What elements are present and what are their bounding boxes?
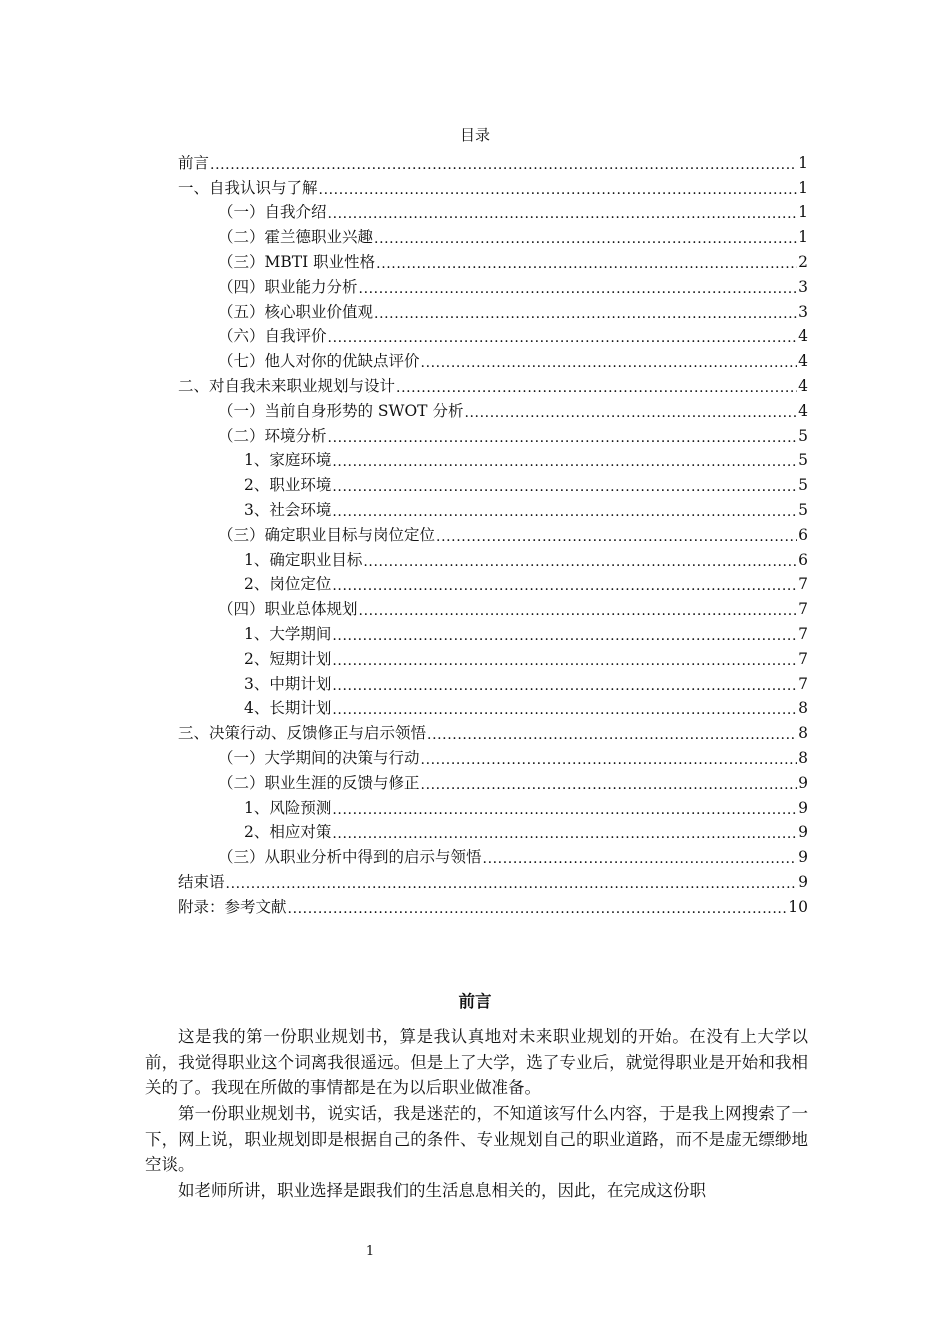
toc-entry[interactable] [178,893,808,918]
toc-entry[interactable] [178,248,808,273]
toc-entry-label: 1、家庭环境 [244,451,332,470]
toc-entry[interactable] [178,199,808,224]
toc-entry[interactable] [178,695,808,720]
toc-entry-label: （二）霍兰德职业兴趣 [218,228,374,247]
toc-entry-page: 8 [798,748,808,767]
toc-entry-page: 6 [798,550,808,569]
table-of-contents [178,149,808,918]
toc-leader-dots [226,875,798,893]
toc-entry-page: 4 [798,401,808,420]
toc-entry-page: 1 [798,228,808,247]
toc-leader-dots [332,652,797,670]
toc-leader-dots [332,503,797,521]
toc-entry[interactable] [178,422,808,447]
toc-entry[interactable] [178,471,808,496]
toc-entry-page: 9 [798,872,808,891]
toc-leader-dots [328,329,798,347]
toc-entry-label: 2、相应对策 [244,823,332,842]
toc-entry[interactable] [178,496,808,521]
toc-entry[interactable] [178,620,808,645]
toc-entry-label: （三）确定职业目标与岗位定位 [218,525,436,544]
toc-entry[interactable] [178,744,808,769]
toc-entry-page: 9 [798,823,808,842]
toc-leader-dots [359,602,798,620]
toc-entry[interactable] [178,769,808,794]
preface-paragraph-2: 第一份职业规划书，说实话，我是迷茫的，不知道该写什么内容，于是我上网搜索了一下，网上说，职业规划即是根据自己的条件、专业规划自己的职业道路，而不是虚无缥缈地空谈。 [145,1104,808,1174]
toc-entry-label: （一）当前自身形势的 SWOT 分析 [218,401,464,420]
toc-entry-page: 10 [788,897,808,916]
toc-leader-dots [288,900,788,918]
toc-entry-label: （一）自我介绍 [218,203,327,222]
toc-entry-label: 4、长期计划 [244,699,332,718]
toc-entry-label: 结束语 [178,872,225,891]
toc-leader-dots [332,801,797,819]
toc-entry-label: （三）MBTI 职业性格 [218,252,376,271]
toc-entry-page: 5 [798,451,808,470]
toc-leader-dots [376,255,797,273]
toc-entry-label: （二）职业生涯的反馈与修正 [218,773,420,792]
toc-title: 目录 [459,126,490,144]
toc-entry-page: 9 [798,848,808,867]
toc-entry-page: 7 [798,624,808,643]
toc-entry-page: 5 [798,500,808,519]
toc-leader-dots [332,478,797,496]
toc-leader-dots [421,751,798,769]
toc-entry-label: （三）从职业分析中得到的启示与领悟 [218,848,482,867]
toc-entry-page: 7 [798,674,808,693]
toc-leader-dots [210,156,797,174]
toc-leader-dots [421,354,798,372]
toc-entry[interactable] [178,149,808,174]
toc-entry-page: 4 [798,327,808,346]
toc-entry-page: 1 [798,203,808,222]
toc-entry-label: 2、岗位定位 [244,575,332,594]
toc-entry-page: 5 [798,426,808,445]
toc-entry-label: 2、职业环境 [244,476,332,495]
toc-entry-label: （四）职业总体规划 [218,600,358,619]
toc-leader-dots [328,205,798,223]
toc-entry[interactable] [178,372,808,397]
toc-entry-page: 3 [798,302,808,321]
toc-entry-page: 8 [798,699,808,718]
toc-entry-page: 8 [798,724,808,743]
toc-entry-label: （四）职业能力分析 [218,277,358,296]
toc-entry-label: （六）自我评价 [218,327,327,346]
toc-leader-dots [328,429,798,447]
toc-entry[interactable] [178,347,808,372]
toc-leader-dots [332,453,797,471]
toc-entry-page: 7 [798,649,808,668]
toc-leader-dots [332,701,797,719]
toc-entry[interactable] [178,298,808,323]
toc-entry[interactable] [178,868,808,893]
toc-leader-dots [319,181,798,199]
toc-entry[interactable] [178,546,808,571]
toc-entry-label: 2、短期计划 [244,649,332,668]
toc-entry-label: 3、社会环境 [244,500,332,519]
toc-entry-page: 7 [798,575,808,594]
toc-entry-page: 7 [798,600,808,619]
toc-entry-label: （五）核心职业价值观 [218,302,374,321]
toc-entry-label: 附录：参考文献 [178,897,287,916]
toc-entry-page: 1 [798,178,808,197]
toc-leader-dots [374,230,797,248]
preface-paragraph-1: 这是我的第一份职业规划书，算是我认真地对未来职业规划的开始。在没有上大学以前，我觉得职业这个词离我很遥远。但是上了大学，选了专业后，就觉得职业是开始和我相关的了。我现在所做的事情都是在为以后职业做准备。 [145,1027,808,1097]
toc-entry[interactable] [178,174,808,199]
toc-entry-page: 9 [798,798,808,817]
toc-entry[interactable] [178,521,808,546]
toc-entry-page: 4 [798,376,808,395]
toc-leader-dots [421,776,798,794]
toc-entry-label: 前言 [178,153,210,172]
toc-entry-label: （七）他人对你的优缺点评价 [218,352,420,371]
toc-entry-label: 3、中期计划 [244,674,332,693]
toc-entry-page: 9 [798,773,808,792]
toc-entry[interactable] [178,397,808,422]
toc-entry-label: 一、自我认识与了解 [178,178,318,197]
preface-paragraph-3: 如老师所讲，职业选择是跟我们的生活息息相关的，因此，在完成这份职 [178,1181,706,1200]
toc-entry-label: 1、确定职业目标 [244,550,363,569]
toc-entry-page: 2 [798,252,808,271]
toc-entry[interactable] [178,645,808,670]
toc-entry[interactable] [178,819,808,844]
toc-leader-dots [332,577,797,595]
toc-leader-dots [483,850,798,868]
toc-entry-page: 4 [798,352,808,371]
toc-entry-label: （二）环境分析 [218,426,327,445]
toc-entry-page: 3 [798,277,808,296]
toc-entry[interactable] [178,794,808,819]
toc-entry[interactable] [178,223,808,248]
toc-leader-dots [359,280,798,298]
toc-entry-page: 5 [798,476,808,495]
toc-leader-dots [332,627,797,645]
toc-entry-page: 1 [798,153,808,172]
toc-entry[interactable] [178,571,808,596]
toc-entry[interactable] [178,843,808,868]
toc-entry[interactable] [178,447,808,472]
toc-leader-dots [464,404,797,422]
toc-entry-page: 6 [798,525,808,544]
toc-leader-dots [332,677,797,695]
toc-entry-label: 三、决策行动、反馈修正与启示领悟 [178,724,427,743]
toc-entry[interactable] [178,670,808,695]
toc-entry-label: 1、大学期间 [244,624,332,643]
toc-entry[interactable] [178,273,808,298]
toc-leader-dots [436,528,797,546]
toc-entry[interactable] [178,595,808,620]
toc-leader-dots [363,553,797,571]
toc-entry-label: 1、风险预测 [244,798,332,817]
toc-leader-dots [427,726,797,744]
toc-entry-label: （一）大学期间的决策与行动 [218,748,420,767]
preface-title: 前言 [458,992,492,1011]
toc-entry[interactable] [178,323,808,348]
toc-entry-label: 二、对自我未来职业规划与设计 [178,376,396,395]
toc-leader-dots [332,825,797,843]
toc-entry[interactable] [178,719,808,744]
toc-leader-dots [396,379,797,397]
page-number: 1 [365,1244,375,1259]
toc-leader-dots [374,305,797,323]
